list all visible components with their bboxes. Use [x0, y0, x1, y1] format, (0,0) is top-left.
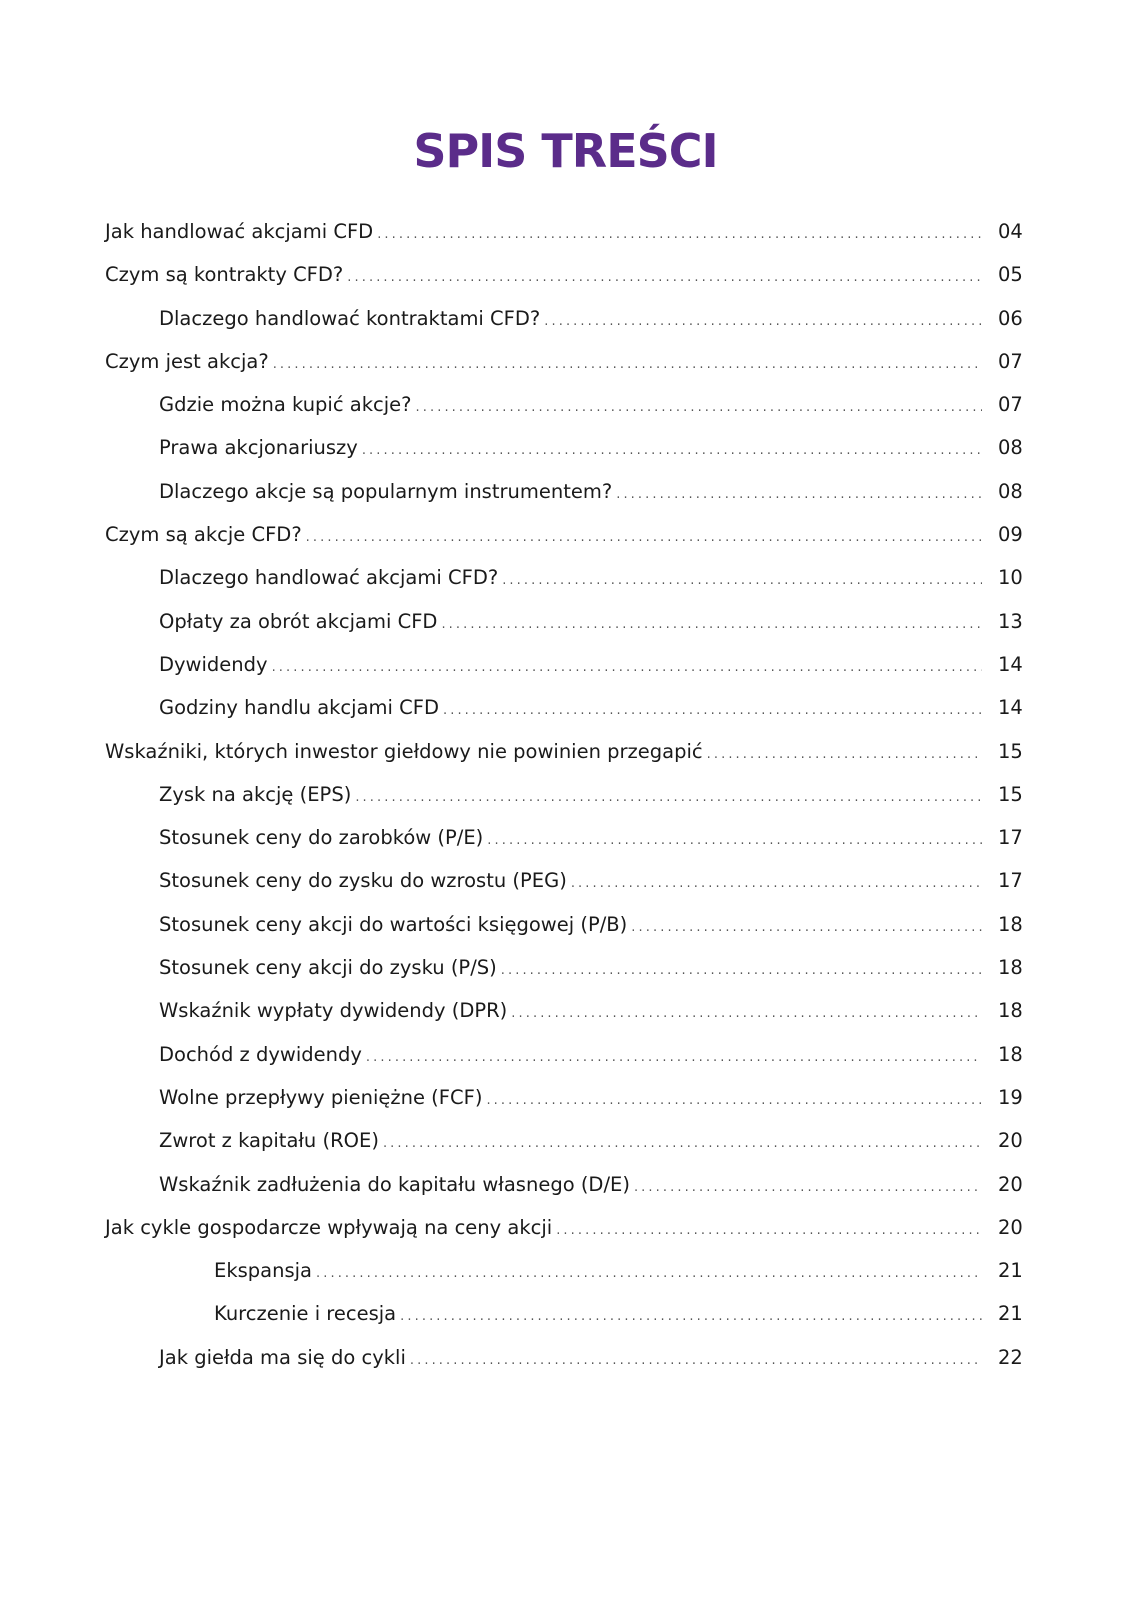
toc-entry [105, 1346, 1023, 1389]
toc-entry [105, 393, 1023, 436]
toc-entry [105, 220, 1023, 263]
toc-entry-page-number: 08 [998, 436, 1023, 460]
toc-entry [105, 566, 1023, 609]
toc-entry-page-number: 04 [998, 220, 1023, 243]
dot-leader [631, 920, 982, 935]
toc-entry-label: Stosunek ceny akcji do zysku (P/S) [159, 956, 497, 980]
toc-entry [105, 610, 1023, 653]
page-title: SPIS TREŚCI [413, 124, 718, 178]
toc-entry [105, 263, 1023, 306]
toc-entry-page-number: 18 [998, 1042, 1023, 1066]
toc-entry-page-number: 07 [998, 393, 1023, 417]
toc-entry-page-number: 10 [998, 566, 1023, 590]
toc-entry-label: Dywidendy [159, 652, 268, 676]
dot-leader [486, 1093, 982, 1108]
dot-leader [416, 400, 982, 415]
dot-leader [347, 270, 982, 285]
dot-leader [441, 617, 982, 632]
toc-entry-page-number: 13 [998, 609, 1023, 633]
toc-entry-label: Stosunek ceny akcji do wartości księgowej (P/B) [159, 912, 628, 936]
toc-entry-label: Zwrot z kapitału (ROE) [159, 1129, 379, 1153]
toc-entry [105, 1302, 1023, 1345]
dot-leader [366, 1050, 982, 1065]
toc-entry [105, 480, 1023, 523]
toc-entry-label: Prawa akcjonariuszy [159, 436, 358, 460]
toc-entry [105, 1259, 1023, 1302]
toc-entry [105, 956, 1023, 999]
toc-entry-label: Dlaczego handlować kontraktami CFD? [159, 306, 541, 330]
toc-entry [105, 999, 1023, 1042]
dot-leader [355, 790, 982, 805]
dot-leader [272, 660, 982, 675]
dot-leader [443, 703, 982, 718]
toc-entry [105, 740, 1023, 783]
toc-entry-page-number: 22 [998, 1345, 1023, 1369]
toc-entry [105, 436, 1023, 479]
toc-entry [105, 913, 1023, 956]
dot-leader [571, 876, 982, 891]
toc-entry-page-number: 20 [998, 1215, 1023, 1239]
dot-leader [556, 1223, 982, 1238]
toc-entry-page-number: 20 [998, 1129, 1023, 1153]
dot-leader [377, 227, 982, 242]
toc-entry-page-number: 20 [998, 1172, 1023, 1196]
dot-leader [511, 1006, 982, 1021]
toc-entry-label: Wskaźnik wypłaty dywidendy (DPR) [159, 999, 508, 1023]
toc-entry [105, 826, 1023, 869]
toc-entry-label: Czym są kontrakty CFD? [105, 263, 344, 287]
dot-leader [273, 357, 982, 372]
table-of-contents [105, 220, 1023, 1389]
toc-entry-label: Kurczenie i recesja [214, 1302, 397, 1326]
toc-entry-label: Zysk na akcję (EPS) [159, 782, 352, 806]
toc-entry-page-number: 19 [998, 1085, 1023, 1109]
toc-entry-page-number: 05 [998, 263, 1023, 287]
toc-entry-label: Wolne przepływy pieniężne (FCF) [159, 1085, 483, 1109]
toc-entry [105, 307, 1023, 350]
dot-leader [634, 1180, 982, 1195]
toc-entry-label: Godziny handlu akcjami CFD [159, 696, 439, 720]
dot-leader [362, 443, 982, 458]
dot-leader [502, 573, 982, 588]
toc-entry [105, 1173, 1023, 1216]
toc-entry-page-number: 21 [998, 1259, 1023, 1283]
toc-entry-page-number: 07 [998, 349, 1023, 373]
toc-entry-label: Czym jest akcja? [105, 349, 269, 373]
toc-entry-page-number: 06 [998, 306, 1023, 330]
toc-entry-label: Dlaczego handlować akcjami CFD? [159, 566, 499, 590]
toc-entry-label: Dlaczego akcje są popularnym instrumentem? [159, 479, 613, 503]
toc-entry-label: Stosunek ceny do zysku do wzrostu (PEG) [159, 869, 567, 893]
dot-leader [383, 1136, 982, 1151]
dot-leader [400, 1309, 982, 1324]
toc-entry-label: Stosunek ceny do zarobków (P/E) [159, 826, 484, 850]
toc-entry-label: Jak cykle gospodarcze wpływają na ceny akcji [105, 1215, 553, 1239]
toc-entry [105, 783, 1023, 826]
dot-leader [316, 1266, 982, 1281]
toc-entry-label: Wskaźniki, których inwestor giełdowy nie powinien przegapić [105, 739, 703, 763]
toc-entry [105, 696, 1023, 739]
toc-entry-label: Dochód z dywidendy [159, 1042, 362, 1066]
toc-entry-page-number: 18 [998, 956, 1023, 980]
toc-entry-page-number: 09 [998, 523, 1023, 547]
toc-entry [105, 653, 1023, 696]
dot-leader [487, 833, 982, 848]
dot-leader [544, 314, 982, 329]
toc-entry-page-number: 18 [998, 999, 1023, 1023]
toc-entry-label: Jak giełda ma się do cykli [159, 1345, 406, 1369]
toc-entry-label: Gdzie można kupić akcje? [159, 393, 412, 417]
toc-entry-label: Czym są akcje CFD? [105, 523, 302, 547]
toc-entry-page-number: 15 [998, 782, 1023, 806]
toc-entry-label: Opłaty za obrót akcjami CFD [159, 609, 438, 633]
toc-entry [105, 1043, 1023, 1086]
toc-entry-page-number: 14 [998, 696, 1023, 720]
dot-leader [501, 963, 982, 978]
toc-entry [105, 523, 1023, 566]
dot-leader [616, 487, 982, 502]
toc-entry-page-number: 21 [998, 1302, 1023, 1326]
toc-entry-label: Ekspansja [214, 1259, 312, 1283]
toc-entry-label: Jak handlować akcjami CFD [105, 220, 374, 243]
toc-entry [105, 350, 1023, 393]
toc-entry-page-number: 15 [998, 739, 1023, 763]
dot-leader [707, 747, 982, 762]
toc-entry [105, 1129, 1023, 1172]
toc-entry-page-number: 17 [998, 869, 1023, 893]
dot-leader [410, 1353, 982, 1368]
toc-entry [105, 869, 1023, 912]
dot-leader [306, 530, 982, 545]
toc-entry [105, 1086, 1023, 1129]
toc-entry-page-number: 18 [998, 912, 1023, 936]
toc-entry-page-number: 08 [998, 479, 1023, 503]
toc-entry-page-number: 14 [998, 652, 1023, 676]
toc-entry-page-number: 17 [998, 826, 1023, 850]
toc-entry [105, 1216, 1023, 1259]
toc-entry-label: Wskaźnik zadłużenia do kapitału własnego (D/E) [159, 1172, 630, 1196]
